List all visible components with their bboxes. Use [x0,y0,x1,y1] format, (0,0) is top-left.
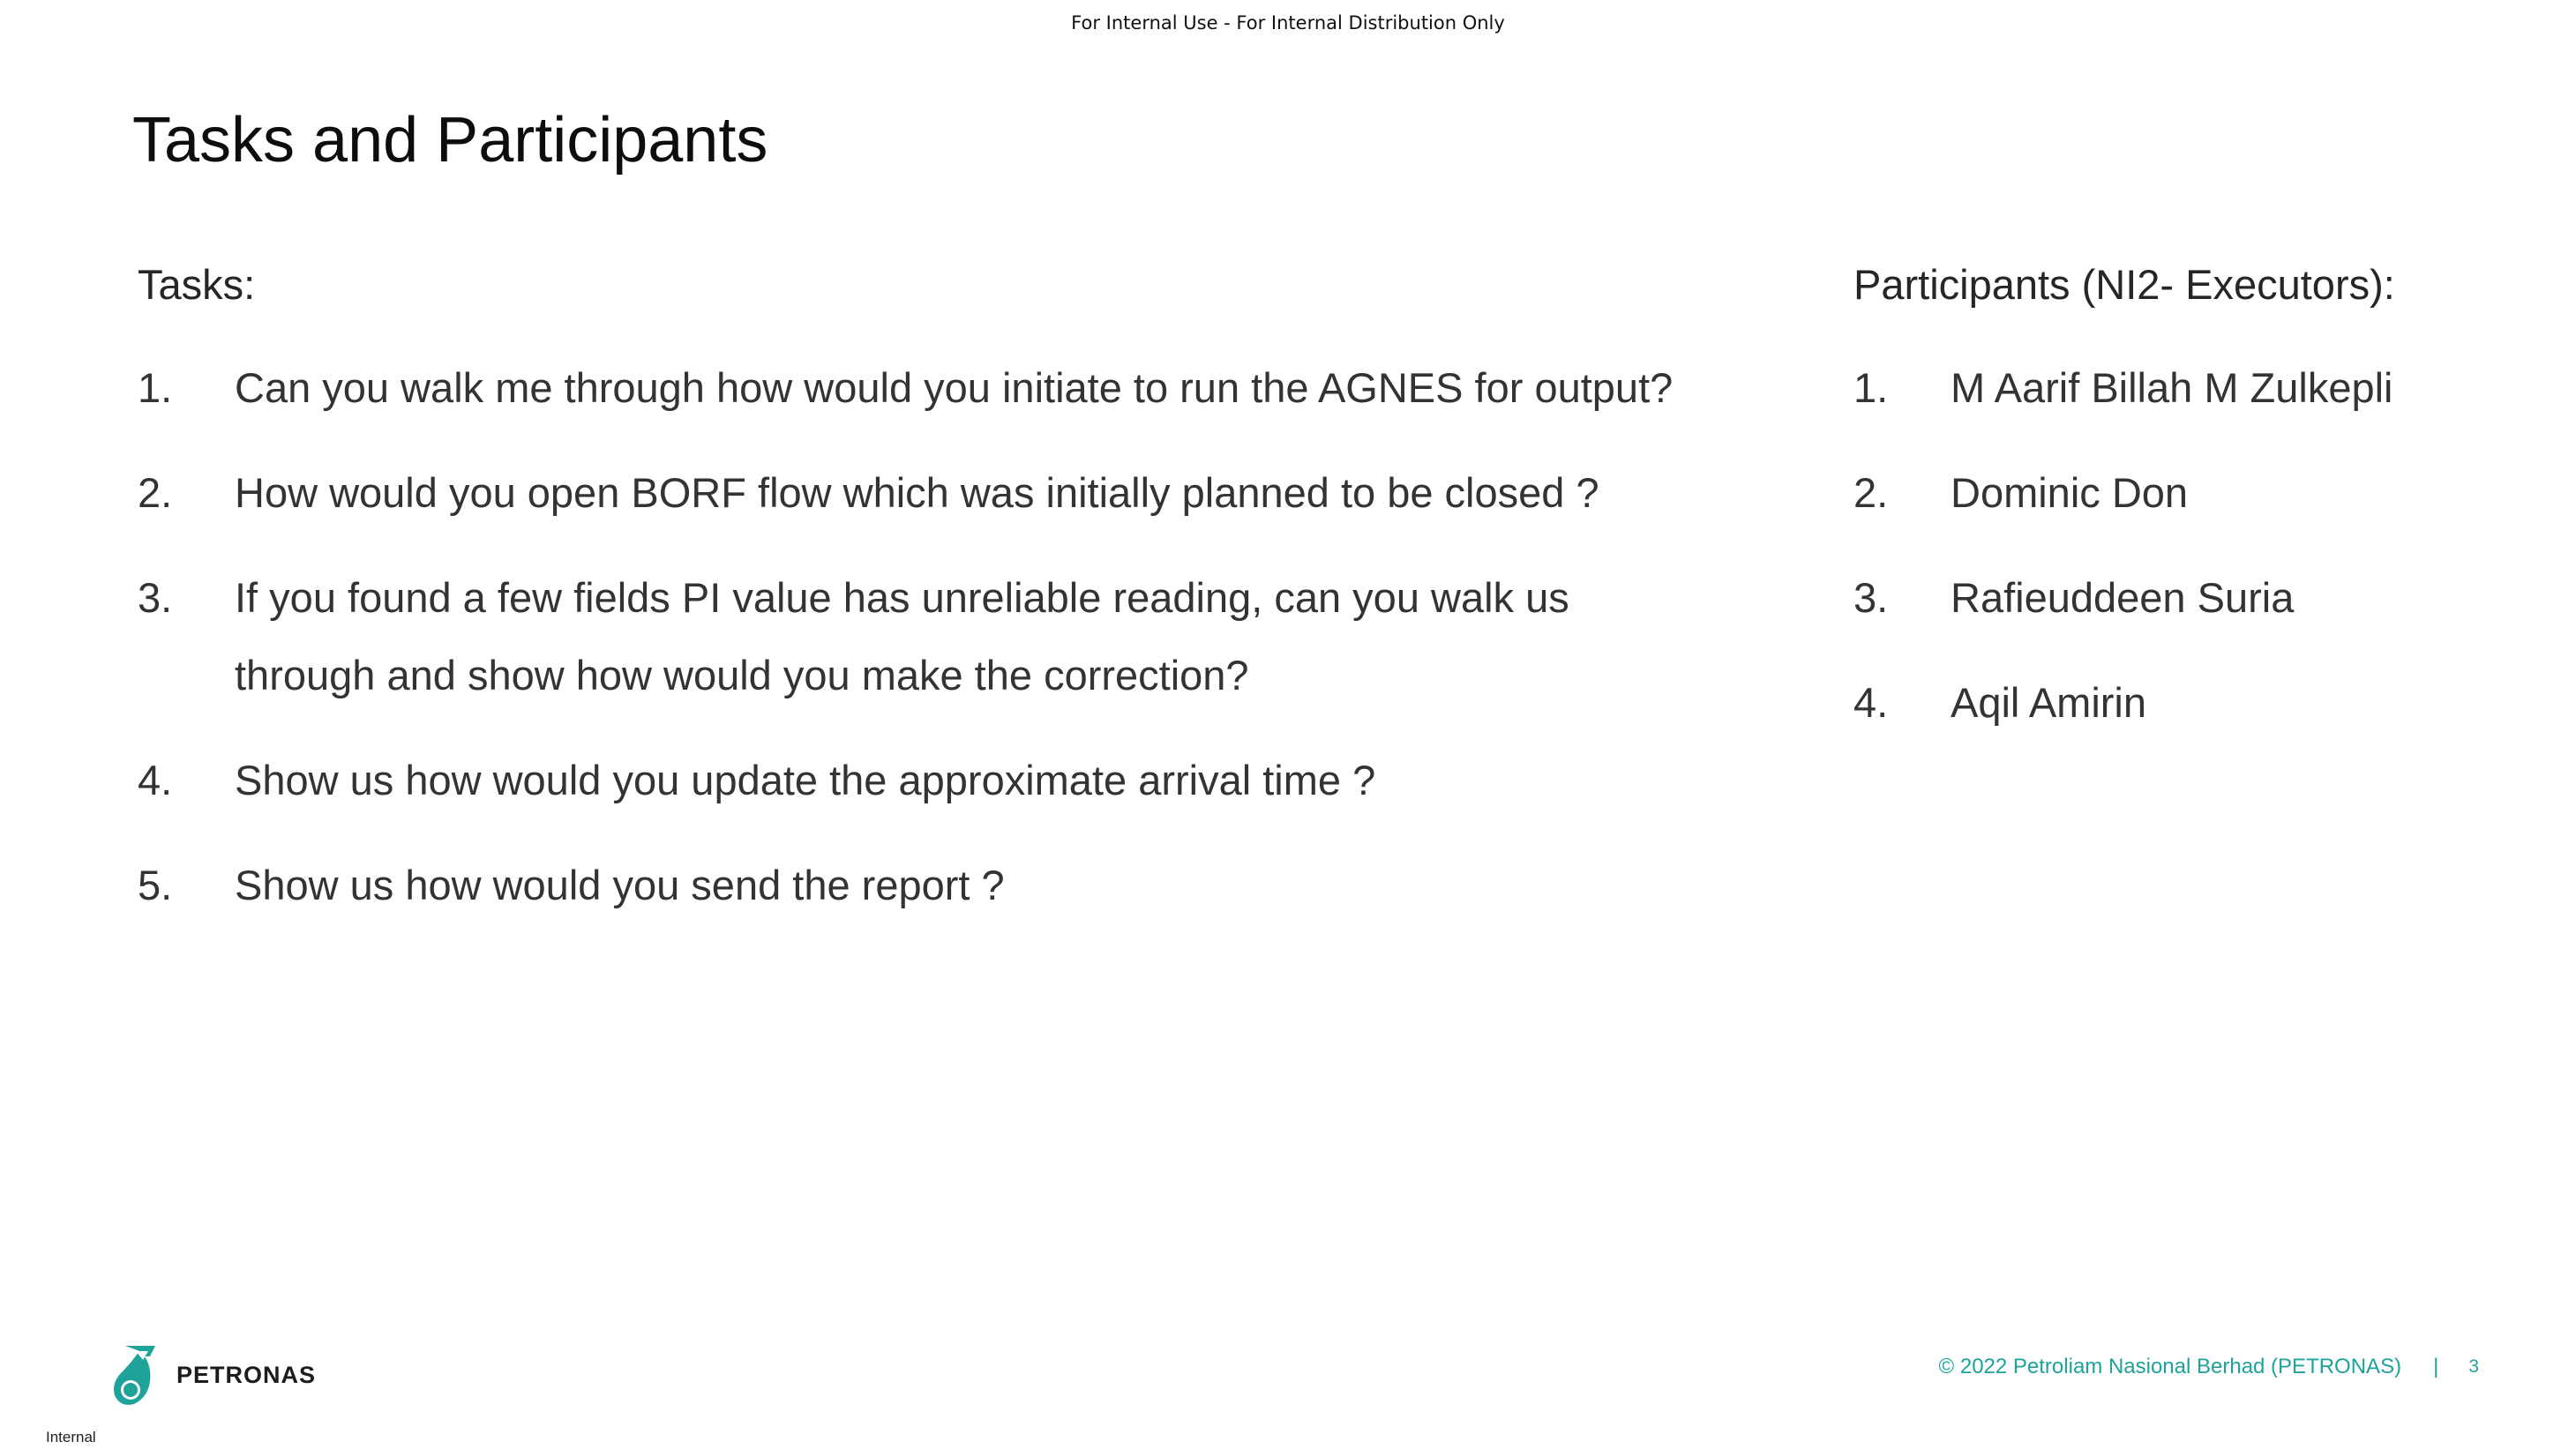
task-number: 4. [138,757,173,803]
classification-banner: For Internal Use - For Internal Distribution Only [1071,12,1505,34]
task-item [138,349,1778,427]
task-number: 5. [138,862,173,908]
participant-name: Aqil Amirin [1951,679,2147,726]
task-text-line-1: If you found a few fields PI value has unreliable reading, can you walk us [235,574,1569,621]
task-text: Can you walk me through how would you initiate to run the AGNES for output? [235,364,1674,411]
tasks-heading: Tasks: [138,261,256,308]
petronas-wordmark: PETRONAS [176,1361,317,1388]
participant-number: 2. [1853,469,1889,516]
slide-footer [1939,1355,2480,1379]
participant-number: 4. [1853,679,1889,726]
participant-number: 3. [1853,574,1889,621]
participant-item [1853,349,2524,427]
petronas-logo [109,1341,316,1409]
participant-name: Rafieuddeen Suria [1951,574,2295,621]
task-text-line-2: through and show how would you make the correction? [235,652,1249,698]
slide-title: Tasks and Participants [132,105,768,176]
task-text: How would you open BORF flow which was initially planned to be closed ? [235,469,1599,516]
task-item [138,559,1778,714]
participants-list [1853,349,2524,769]
participant-item [1853,454,2524,532]
participant-name: Dominic Don [1951,469,2189,516]
participant-name: M Aarif Billah M Zulkepli [1951,364,2393,411]
participants-heading: Participants (NI2- Executors): [1853,261,2395,308]
copyright-text: © 2022 Petroliam Nasional Berhad (PETRONAS) [1938,1355,2402,1378]
participant-number: 1. [1853,364,1889,411]
task-item [138,454,1778,532]
participant-item [1853,559,2524,637]
petronas-drop-icon [109,1341,164,1409]
task-number: 3. [138,574,173,621]
footer-separator: | [2433,1355,2439,1378]
task-text: Show us how would you send the report ? [235,862,1005,908]
task-item [138,742,1778,819]
task-number: 1. [138,364,173,411]
participant-item [1853,664,2524,742]
page-number: 3 [2468,1356,2479,1377]
classification-footer: Internal [46,1429,96,1445]
tasks-list [138,349,1778,952]
task-item [138,847,1778,924]
task-text: Show us how would you update the approximate arrival time ? [235,757,1376,803]
task-number: 2. [138,469,173,516]
